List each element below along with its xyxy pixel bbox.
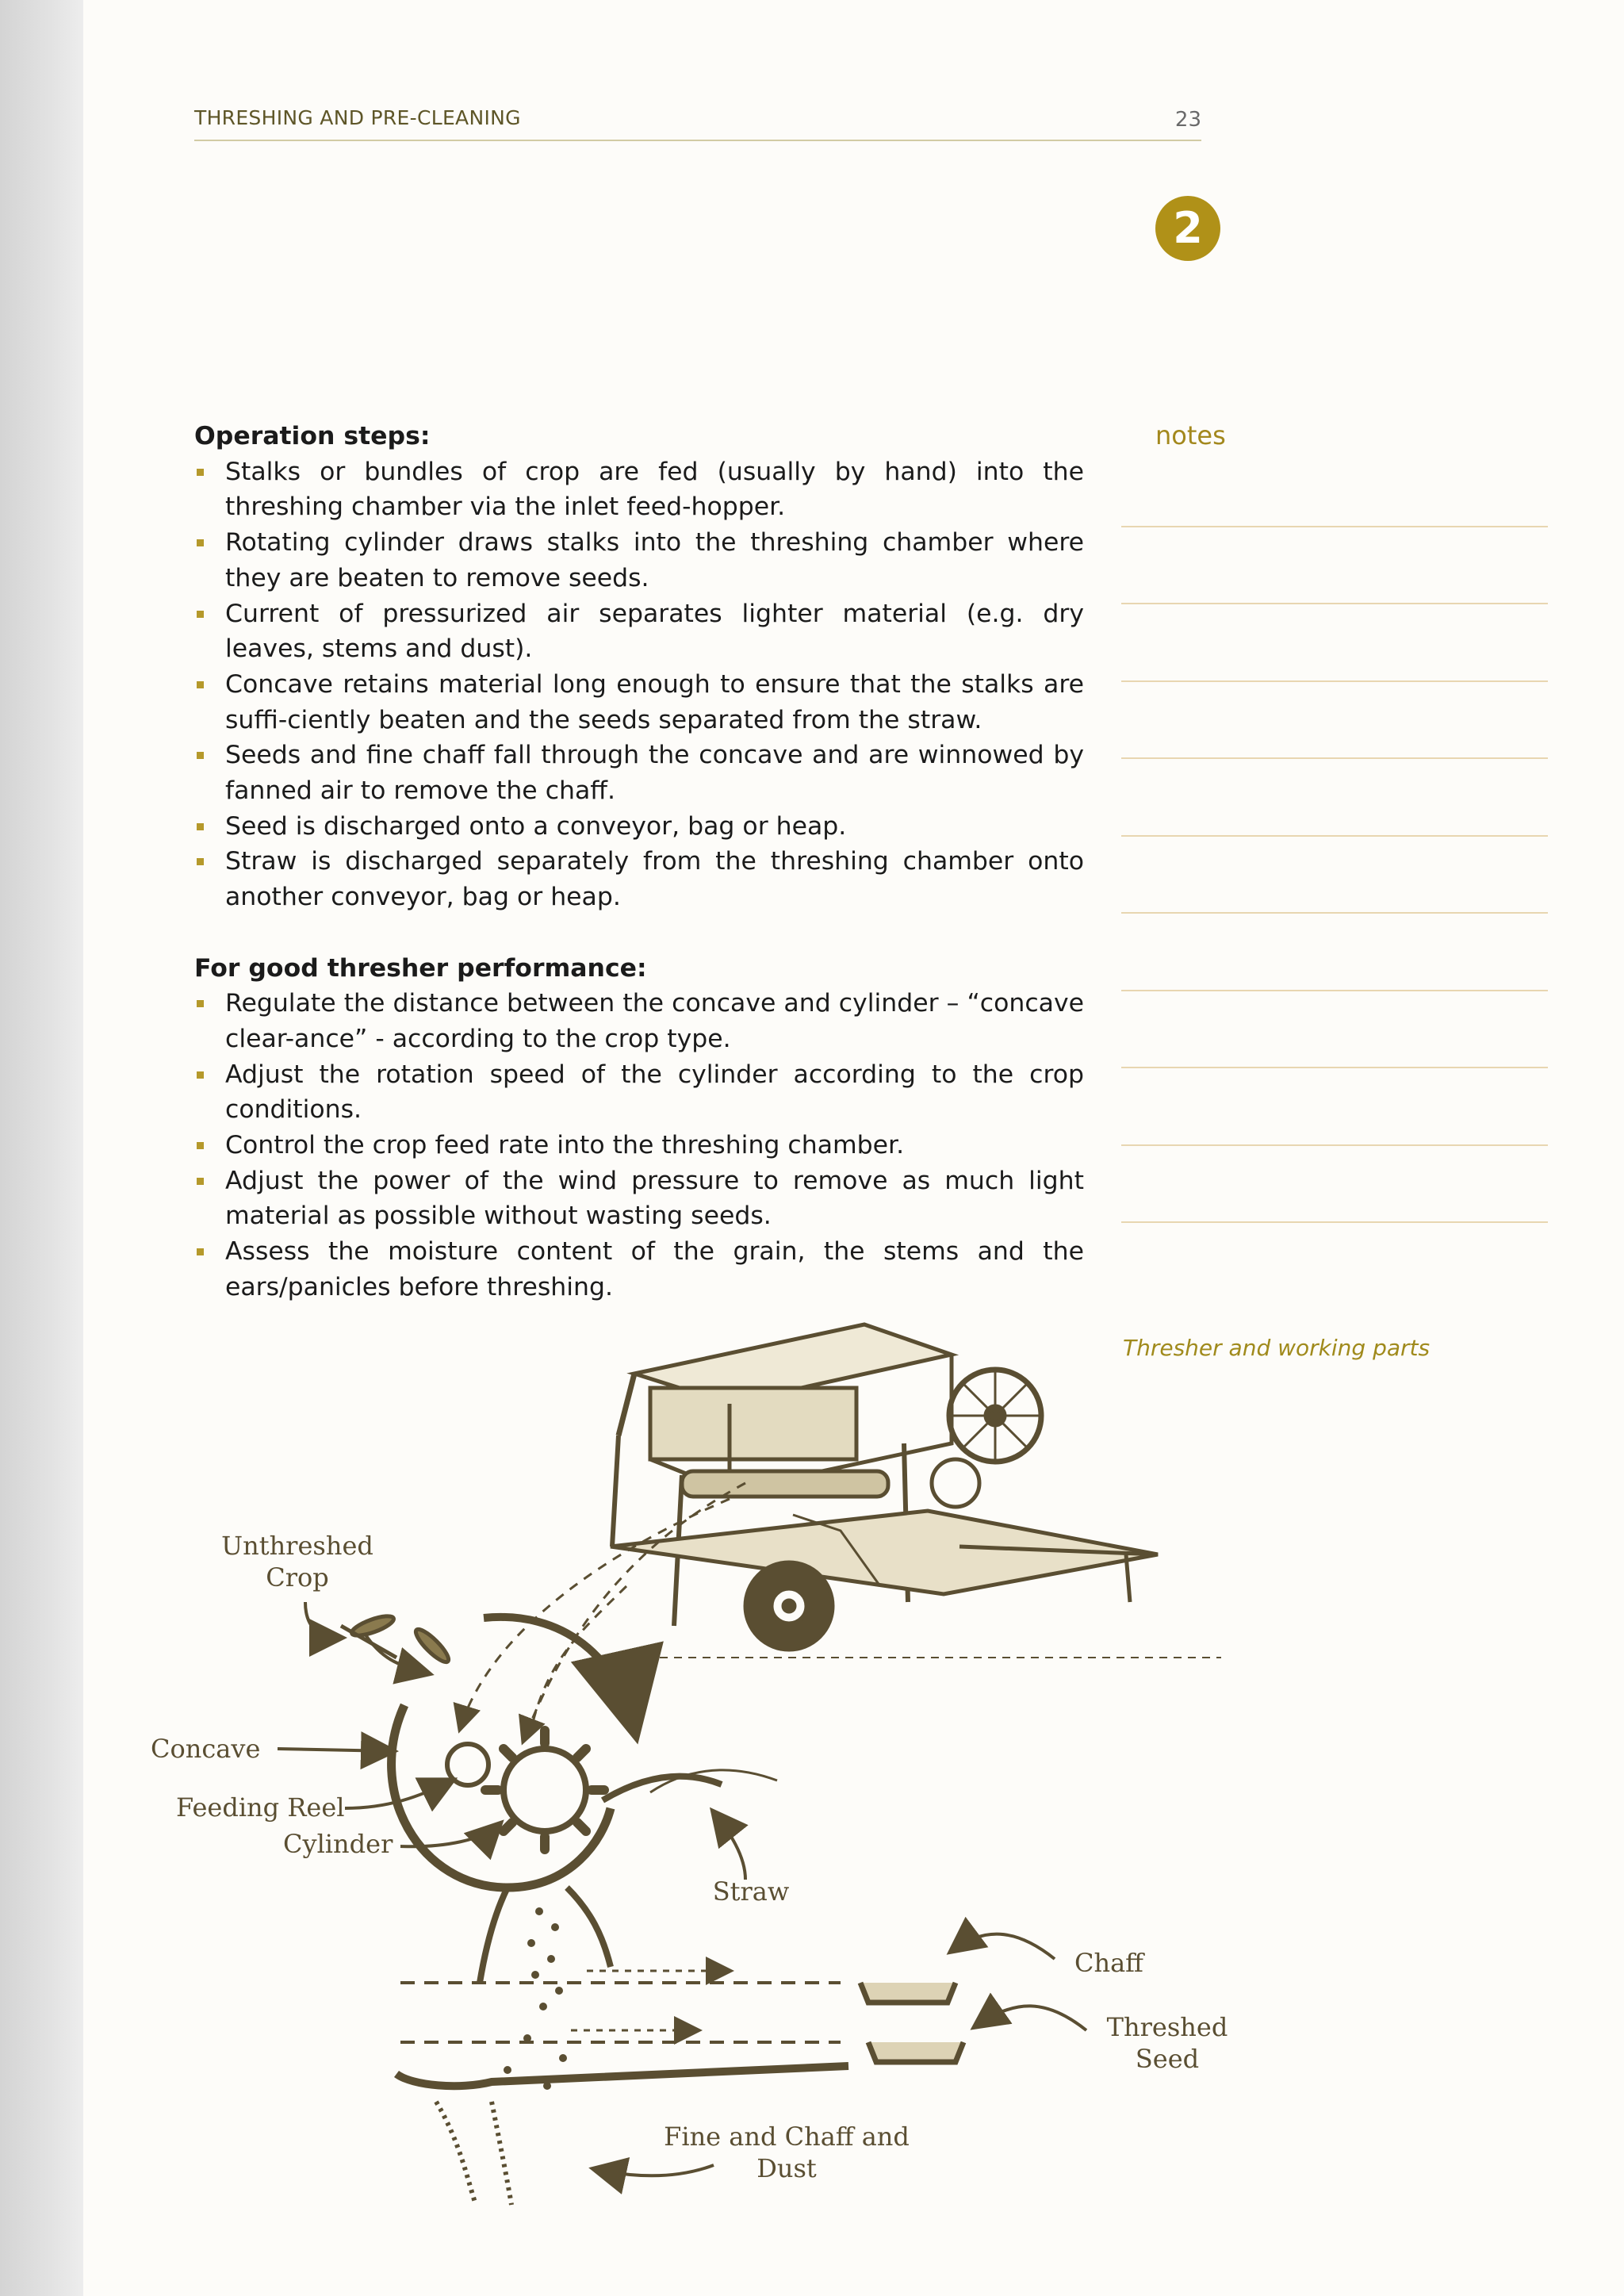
label-unthreshed-crop-line2: Crop xyxy=(266,1562,329,1593)
list-item: Regulate the distance between the concave and cylinder – “concave clear-ance” - according to the crop type. xyxy=(194,986,1084,1056)
note-line[interactable] xyxy=(1121,1067,1548,1068)
notes-label: notes xyxy=(1155,420,1226,450)
label-unthreshed-crop-line1: Unthreshed xyxy=(221,1531,373,1561)
section-spacer xyxy=(194,915,1084,951)
crop-stalks-drawing xyxy=(341,1612,452,1666)
note-line[interactable] xyxy=(1121,603,1548,604)
note-line[interactable] xyxy=(1121,757,1548,759)
sieve-and-trays-drawing xyxy=(396,1971,963,2205)
list-item: Concave retains material long enough to ensure that the stalks are suffi-ciently beaten and the seeds separated from the straw. xyxy=(194,667,1084,738)
list-item: Adjust the rotation speed of the cylinder according to the crop conditions. xyxy=(194,1057,1084,1128)
label-cylinder: Cylinder xyxy=(283,1829,393,1859)
main-text xyxy=(194,419,1084,1305)
list-item: Seed is discharged onto a conveyor, bag or heap. xyxy=(194,809,1084,845)
note-line[interactable] xyxy=(1121,526,1548,527)
thresher-machine-drawing xyxy=(603,1324,1221,1658)
thresher-illustration xyxy=(127,1285,1269,2221)
chapter-badge: 2 xyxy=(1155,196,1220,261)
label-straw: Straw xyxy=(712,1876,790,1907)
section-heading-thresher-performance: For good thresher performance: xyxy=(194,953,647,983)
running-header xyxy=(194,102,1201,141)
dashed-trajectories xyxy=(460,1483,745,1741)
label-pointer-arrows xyxy=(278,1602,1086,2175)
note-line[interactable] xyxy=(1121,912,1548,914)
label-fine-chaff-dust-line1: Fine and Chaff and xyxy=(664,2122,910,2152)
thresher-performance-list xyxy=(194,986,1084,1305)
list-item: Stalks or bundles of crop are fed (usually by hand) into the threshing chamber via the inlet feed-hopper. xyxy=(194,454,1084,525)
list-item: Straw is discharged separately from the threshing chamber onto another conveyor, bag or heap. xyxy=(194,844,1084,914)
section-heading-operation-steps: Operation steps: xyxy=(194,422,431,450)
label-concave: Concave xyxy=(151,1734,261,1764)
label-threshed-seed-line2: Seed xyxy=(1135,2044,1200,2074)
falling-seeds xyxy=(504,1907,567,2090)
note-line[interactable] xyxy=(1121,835,1548,837)
note-line[interactable] xyxy=(1121,990,1548,991)
note-line[interactable] xyxy=(1121,1221,1548,1223)
label-fine-chaff-dust-line2: Dust xyxy=(756,2153,817,2183)
list-item: Control the crop feed rate into the threshing chamber. xyxy=(194,1128,1084,1163)
page-number: 23 xyxy=(1174,108,1201,132)
list-item: Seeds and fine chaff fall through the concave and are winnowed by fanned air to remove the chaff. xyxy=(194,738,1084,808)
running-title: THRESHING AND PRE-CLEANING xyxy=(194,106,521,129)
threshing-cylinder-drawing xyxy=(365,1617,777,1983)
operation-steps-list xyxy=(194,454,1084,915)
thresher-diagram-svg xyxy=(127,1285,1269,2221)
list-item: Assess the moisture content of the grain, the stems and the ears/panicles before threshing. xyxy=(194,1234,1084,1305)
label-feeding-reel: Feeding Reel xyxy=(176,1792,345,1823)
list-item: Current of pressurized air separates lighter material (e.g. dry leaves, stems and dust). xyxy=(194,596,1084,667)
label-chaff: Chaff xyxy=(1074,1948,1143,1978)
figure-caption: Thresher and working parts xyxy=(1123,1335,1431,1361)
list-item: Rotating cylinder draws stalks into the threshing chamber where they are beaten to remove seeds. xyxy=(194,525,1084,596)
note-line[interactable] xyxy=(1121,1144,1548,1146)
list-item: Adjust the power of the wind pressure to remove as much light material as possible without wasting seeds. xyxy=(194,1163,1084,1234)
label-threshed-seed-line1: Threshed xyxy=(1106,2012,1228,2042)
note-line[interactable] xyxy=(1121,680,1548,682)
